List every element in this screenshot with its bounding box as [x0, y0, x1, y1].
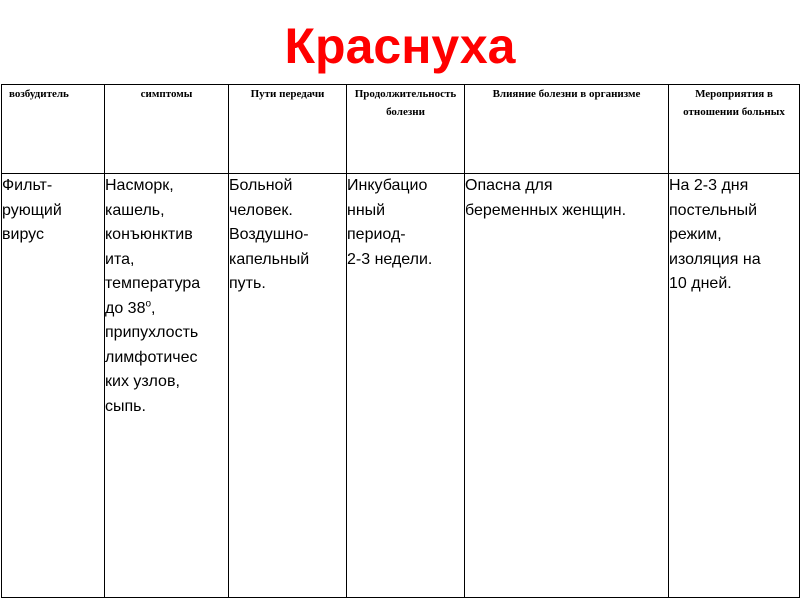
cell-duration: Инкубацио нный период- 2-3 недели.	[347, 174, 465, 598]
header-pathogen: возбудитель	[2, 85, 105, 174]
header-symptoms: симптомы	[105, 85, 229, 174]
degree-superscript: о	[145, 298, 152, 310]
header-measures: Мероприятия в отношении больных	[669, 85, 800, 174]
cell-pathogen: Фильт- рующий вирус	[2, 174, 105, 598]
cell-symptoms	[105, 174, 229, 598]
header-transmission: Пути передачи	[229, 85, 347, 174]
cell-transmission: Больной человек. Воздушно- капельный путь.	[229, 174, 347, 598]
table-row	[2, 174, 800, 598]
header-duration: Продолжительность болезни	[347, 85, 465, 174]
header-influence: Влияние болезни в организме	[465, 85, 669, 174]
cell-influence: Опасна для беременных женщин.	[465, 174, 669, 598]
cell-measures: На 2-3 дня постельный режим, изоляция на 10 дней.	[669, 174, 800, 598]
symptoms-text-after: , припухлость лимфотичес ких узлов, сыпь.	[105, 299, 199, 415]
disease-table	[1, 84, 800, 598]
page-title: Краснуха	[284, 18, 516, 74]
table-header-row	[2, 85, 800, 174]
symptoms-text-before: Насморк, кашель, конъюнктив ита, температура до 38	[105, 177, 201, 317]
